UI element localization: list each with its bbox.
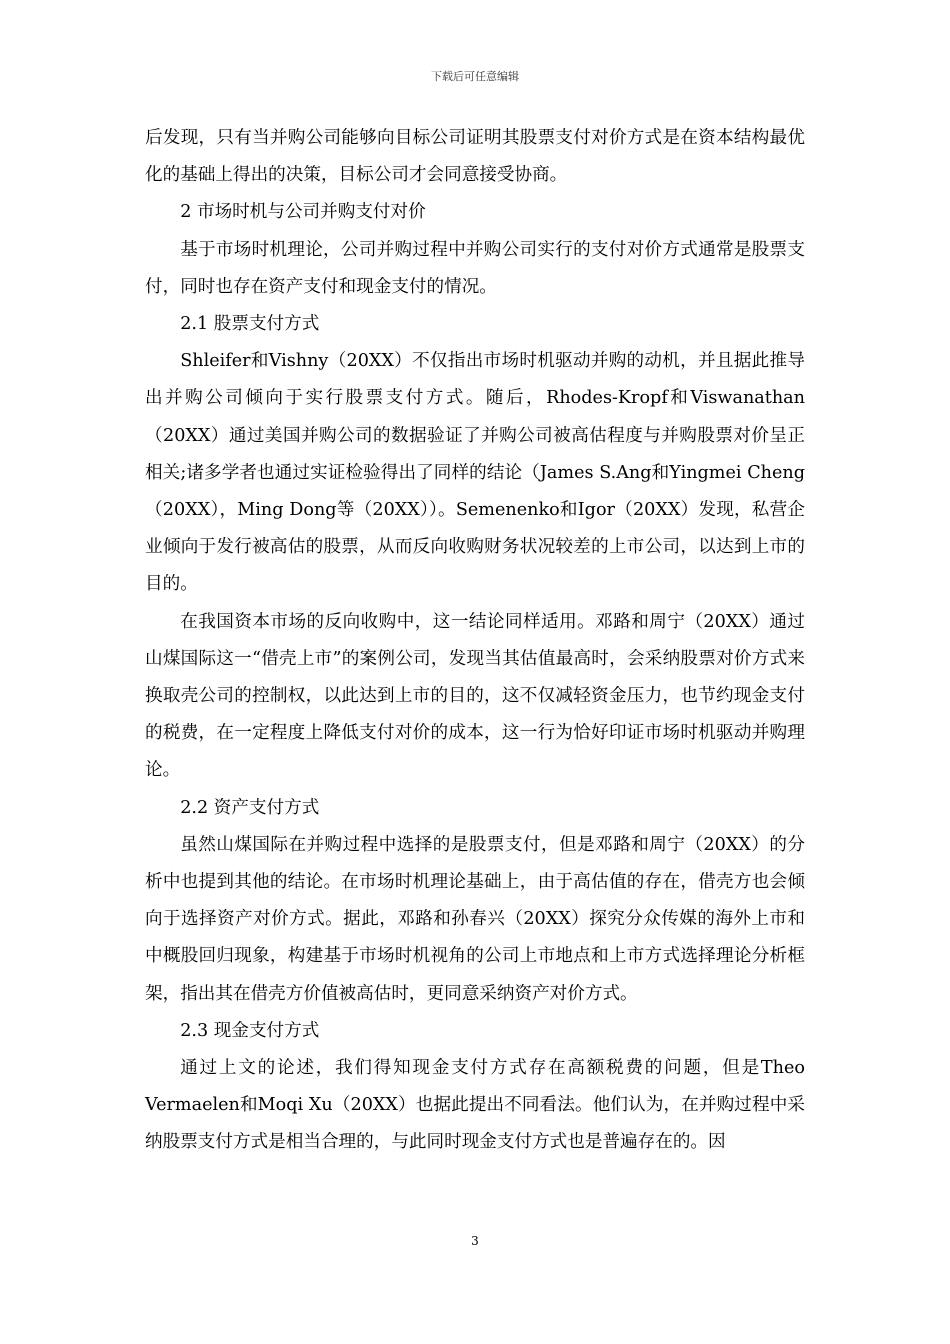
- section-heading: 2 市场时机与公司并购支付对价: [180, 202, 426, 223]
- subsection-heading: 2.3 现金支付方式: [180, 1020, 320, 1041]
- subsection-heading: 2.2 资产支付方式: [180, 797, 320, 818]
- paragraph: 基于市场时机理论，公司并购过程中并购公司实行的支付对价方式通常是股票支付，同时也存在资产支付和现金支付的情况。: [145, 239, 805, 297]
- paragraph: Shleifer和Vishny（20XX）不仅指出市场时机驱动并购的动机，并且据此推导出并购公司倾向于实行股票支付方式。随后，Rhodes-Kropf和Viswanathan（20XX）通过美国并购公司的数据验证了并购公司被高估程度与并购股票对价呈正相关;诸多学者也通过实证检验得出了同样的结论（James S.Ang和Yingmei Cheng（20XX），Ming Dong等（20XX））。Semenenko和Igor（20XX）发现，私营企业倾向于发行被高估的股票，从而反向收购财务状况较差的上市公司，以达到上市的目的。: [145, 351, 805, 595]
- page-header: 下载后可任意编辑: [431, 70, 519, 83]
- paragraph: 在我国资本市场的反向收购中，这一结论同样适用。邓路和周宁（20XX）通过山煤国际这一“借壳上市”的案例公司，发现当其估值最高时，会采纳股票对价方式来换取壳公司的控制权，以此达到上市的目的，这不仅减轻资金压力，也节约现金支付的税费，在一定程度上降低支付对价的成本，这一行为恰好印证市场时机驱动并购理论。: [145, 611, 805, 781]
- subsection-heading: 2.1 股票支付方式: [180, 314, 320, 335]
- paragraph: 虽然山煤国际在并购过程中选择的是股票支付，但是邓路和周宁（20XX）的分析中也提到其他的结论。在市场时机理论基础上，由于高估值的存在，借壳方也会倾向于选择资产对价方式。据此，邓路和孙春兴（20XX）探究分众传媒的海外上市和中概股回归现象，构建基于市场时机视角的公司上市地点和上市方式选择理论分析框架，指出其在借壳方价值被高估时，更同意采纳资产对价方式。: [145, 834, 805, 1004]
- paragraph: 通过上文的论述，我们得知现金支付方式存在高额税费的问题，但是Theo Vermaelen和Moqi Xu（20XX）也据此提出不同看法。他们认为，在并购过程中采纳股票支付方式是相当合理的，与此同时现金支付方式也是普遍存在的。因: [145, 1058, 805, 1153]
- paragraph: 后发现，只有当并购公司能够向目标公司证明其股票支付对价方式是在资本结构最优化的基础上得出的决策，目标公司才会同意接受协商。: [145, 128, 805, 186]
- body-text: [145, 120, 805, 1162]
- page-number: 3: [471, 1234, 479, 1248]
